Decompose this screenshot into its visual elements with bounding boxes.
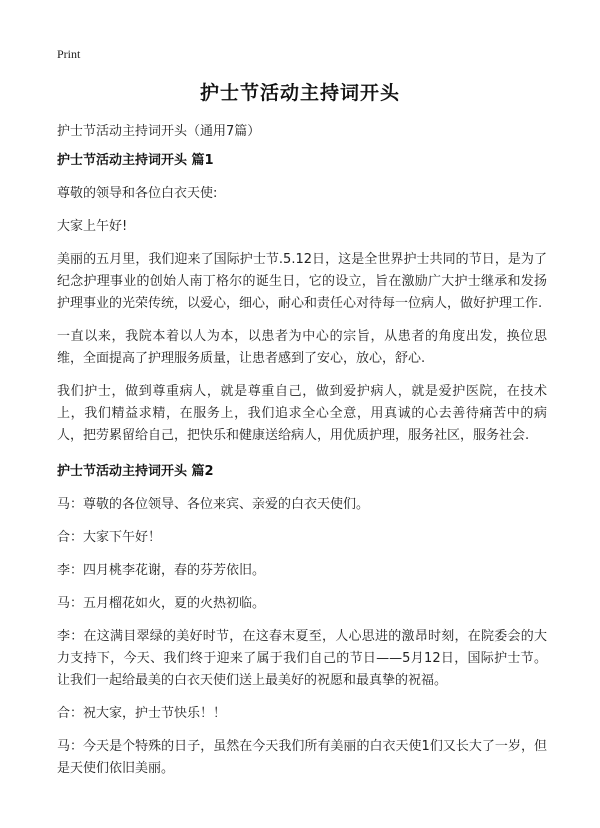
paragraph: 马：尊敬的各位领导、各位来宾、亲爱的白衣天使们。 <box>57 497 370 512</box>
section-2-heading: 护士节活动主持词开头 篇2 <box>57 464 214 479</box>
paragraph: 合：祝大家，护士节快乐！！ <box>57 706 227 721</box>
paragraph: 大家上午好! <box>57 219 128 234</box>
paragraph: 尊敬的领导和各位白衣天使: <box>57 186 218 201</box>
page-subtitle: 护士节活动主持词开头（通用7篇） <box>57 124 261 139</box>
document-body <box>57 150 547 791</box>
page-title: 护士节活动主持词开头 <box>199 82 400 104</box>
paragraph: 马：今天是个特殊的日子，虽然在今天我们所有美丽的白衣天使1们又长大了一岁，但是天使们依旧美丽。 <box>57 739 547 776</box>
paragraph: 李：四月桃李花谢，春的芬芳依旧。 <box>57 563 266 578</box>
paragraph: 李：在这满目翠绿的美好时节，在这春末夏至，人心思进的激昂时刻，在院委会的大力支持下，今天、我们终于迎来了属于我们自己的节日——5月12日，国际护士节。让我们一起给最美的白衣天使们送上最美好的祝愿和最真挚的祝福。 <box>57 629 547 688</box>
paragraph: 合：大家下午好！ <box>57 530 162 545</box>
paragraph: 我们护士，做到尊重病人，就是尊重自己，做到爱护病人，就是爱护医院，在技术上，我们精益求精，在服务上，我们追求全心全意，用真诚的心去善待痛苦中的病人，把劳累留给自己，把快乐和健康送给病人，用优质护理，服务社区，服务社会. <box>57 384 547 443</box>
paragraph: 美丽的五月里，我们迎来了国际护士节.5.12日，这是全世界护士共同的节日，是为了纪念护理事业的创始人南丁格尔的诞生日，它的设立，旨在激励广大护士继承和发扬护理事业的光荣传统，以爱心，细心，耐心和责任心对待每一位病人，做好护理工作. <box>57 252 547 311</box>
section-1-heading: 护士节活动主持词开头 篇1 <box>57 153 214 168</box>
paragraph: 马：五月榴花如火，夏的火热初临。 <box>57 596 266 611</box>
paragraph: 一直以来，我院本着以人为本，以患者为中心的宗旨，从患者的角度出发，换位思维，全面提高了护理服务质量，让患者感到了安心，放心，舒心. <box>57 329 547 366</box>
print-label: Print <box>57 47 81 61</box>
